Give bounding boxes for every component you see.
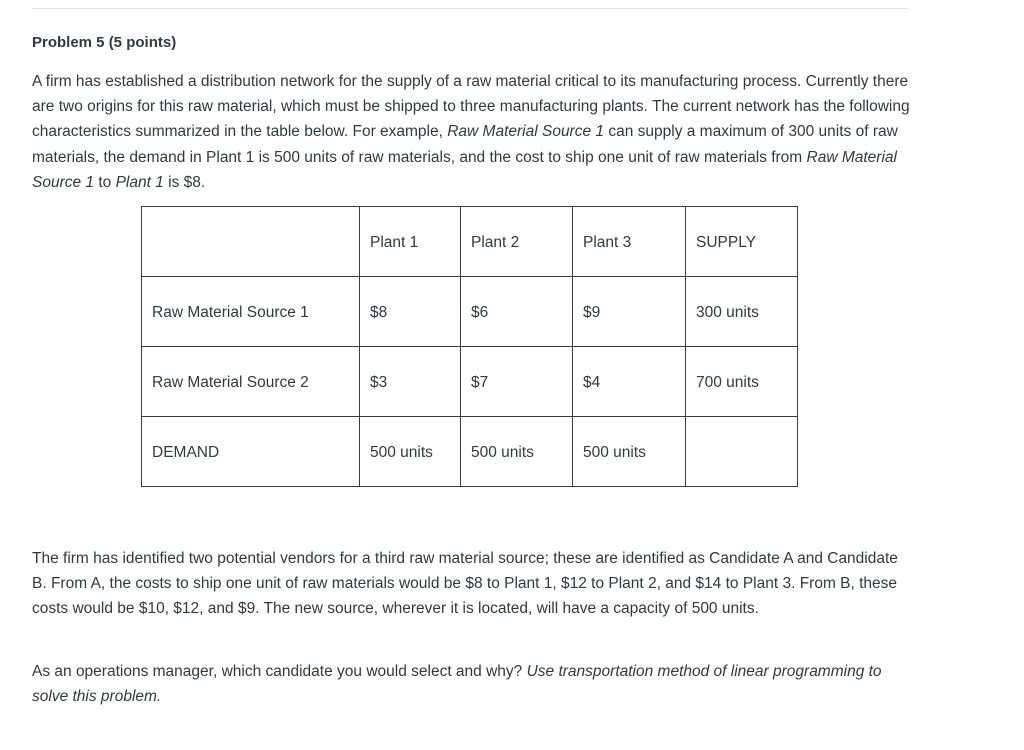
table-row	[142, 347, 798, 417]
table-row	[142, 277, 798, 347]
intro-emphasis-2: Raw Material Source 1	[32, 148, 897, 191]
table-cell: $3	[360, 347, 461, 417]
table-cell: Raw Material Source 1	[142, 277, 360, 347]
intro-emphasis-1: Raw Material Source 1	[447, 123, 605, 141]
table-cell	[686, 417, 798, 487]
intro-paragraph	[32, 69, 912, 195]
table-cell: $7	[461, 347, 573, 417]
question-emphasis: Use transportation method of linear programming to solve this problem.	[32, 663, 882, 706]
intro-text-3: to	[94, 173, 116, 191]
intro-text-2: can supply a maximum of 300 units of raw materials, the demand in Plant 1 is 500 units of raw materials, and the cost to ship one unit of raw materials from	[32, 123, 898, 166]
candidates-paragraph: The firm has identified two potential vendors for a third raw material source; these are identified as Candidate A and Candidate B. From A, the costs to ship one unit of raw materials would be $8 to Plant 1, $12 to Plant 2, and $14 to Plant 3. From B, these costs would be $10, $12, and $9. The new source, wherever it is located, will have a capacity of 500 units.	[32, 550, 898, 618]
question-text: As an operations manager, which candidate you would select and why?	[32, 663, 527, 680]
table-row	[142, 417, 798, 487]
question-paragraph	[32, 659, 912, 709]
table-cell: 500 units	[360, 417, 461, 487]
problem-title: Problem 5 (5 points)	[32, 34, 177, 51]
table-header-cell: SUPPLY	[686, 207, 798, 277]
table-cell: DEMAND	[142, 417, 360, 487]
table-cell: $4	[573, 347, 686, 417]
table-header-row	[142, 207, 798, 277]
table-header-cell: Plant 3	[573, 207, 686, 277]
top-divider	[32, 8, 908, 9]
intro-text-1: A firm has established a distribution network for the supply of a raw material critical to its manufacturing process. Currently there are two origins for this raw material, which must be shipped to three manufacturing plants. The current network has the following characteristics summarized in the table below. For example,	[32, 73, 910, 141]
table-cell: 700 units	[686, 347, 798, 417]
table-header-cell	[142, 207, 360, 277]
table-cell: $6	[461, 277, 573, 347]
distribution-table	[141, 206, 798, 487]
table-header-cell: Plant 2	[461, 207, 573, 277]
intro-emphasis-3: Plant 1	[115, 173, 164, 191]
table-header-cell: Plant 1	[360, 207, 461, 277]
table-cell: $8	[360, 277, 461, 347]
table-cell: 500 units	[573, 417, 686, 487]
table-cell: Raw Material Source 2	[142, 347, 360, 417]
table-cell: $9	[573, 277, 686, 347]
table-cell: 300 units	[686, 277, 798, 347]
intro-text-4: is $8.	[163, 173, 206, 191]
table-cell: 500 units	[461, 417, 573, 487]
